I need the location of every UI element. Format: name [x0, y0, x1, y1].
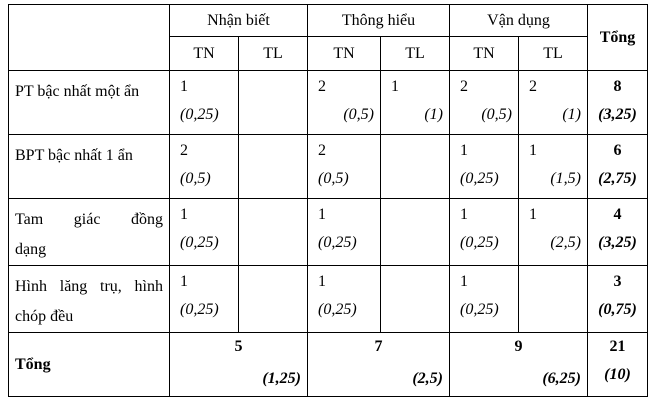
subheader-cell: TL: [381, 37, 450, 71]
cell-score: (1,5): [550, 170, 581, 187]
summary-group-cell: [170, 333, 308, 397]
subheader-cell: TL: [519, 37, 588, 71]
summary-group-cell: [308, 333, 450, 397]
data-cell: [308, 135, 381, 199]
summary-score: (6,25): [542, 370, 581, 387]
row-total-count: 8: [613, 78, 622, 95]
cell-count: 1: [391, 78, 399, 95]
row-total-count: 6: [613, 142, 622, 159]
data-cell: [381, 266, 450, 333]
cell-score: [239, 272, 307, 280]
data-cell: [170, 199, 239, 266]
header-group-nhan-biet: Nhận biết: [170, 5, 308, 37]
data-cell: [381, 135, 450, 199]
row-total-cell: [588, 135, 648, 199]
cell-score: (0,5): [180, 170, 211, 187]
row-total-score: (3,25): [598, 234, 637, 251]
row-total-cell: [588, 71, 648, 135]
summary-group-cell: [450, 333, 588, 397]
row-total-score: (2,75): [598, 170, 637, 187]
data-cell: [519, 199, 588, 266]
table-row: [9, 266, 648, 333]
cell-score: (0,25): [180, 234, 219, 251]
row-total-cell: [588, 266, 648, 333]
row-total-count: 3: [613, 273, 622, 290]
subheader-cell: TN: [450, 37, 519, 71]
cell-score: (0,25): [460, 234, 499, 251]
cell-score: [519, 272, 587, 280]
data-cell: [450, 199, 519, 266]
cell-count: 2: [180, 142, 188, 159]
summary-count: 9: [514, 338, 523, 355]
table-row: [9, 199, 648, 266]
summary-total-cell: [588, 333, 648, 397]
summary-score: (2,5): [412, 370, 443, 387]
data-cell: [308, 266, 381, 333]
cell-count: 1: [180, 206, 188, 223]
row-label-text: PT bậc nhất một ẩn: [15, 83, 140, 100]
data-cell: [381, 199, 450, 266]
row-label-text: Hình lăng trụ, hình: [15, 278, 163, 295]
summary-count: 5: [234, 338, 243, 355]
cell-score: [239, 77, 307, 85]
header-total: Tổng: [588, 5, 648, 71]
assessment-matrix-table: [8, 4, 648, 397]
matrix-wrapper: [8, 4, 648, 397]
cell-score: (0,5): [318, 170, 349, 187]
cell-score: (0,25): [460, 301, 499, 318]
cell-count: 1: [318, 206, 326, 223]
cell-score: (1): [424, 106, 443, 123]
data-cell: [450, 71, 519, 135]
cell-count: 1: [529, 142, 537, 159]
table-row: [9, 135, 648, 199]
cell-score: [381, 141, 449, 149]
summary-score: (1,25): [262, 370, 301, 387]
row-total-score: (3,25): [598, 106, 637, 123]
cell-score: [381, 272, 449, 280]
cell-count: 1: [180, 78, 188, 95]
cell-score: (0,25): [318, 301, 357, 318]
data-cell: [519, 135, 588, 199]
data-cell: [239, 71, 308, 135]
subheader-cell: TL: [239, 37, 308, 71]
data-cell: [170, 266, 239, 333]
cell-score: [239, 141, 307, 149]
cell-score: [381, 205, 449, 213]
cell-count: 2: [318, 142, 326, 159]
header-group-thong-hieu: Thông hiểu: [308, 5, 450, 37]
table-row: [9, 71, 648, 135]
subheader-cell: TN: [308, 37, 381, 71]
cell-count: 1: [180, 273, 188, 290]
row-total-score: (0,75): [598, 301, 637, 318]
cell-score: (0,25): [318, 234, 357, 251]
data-cell: [239, 266, 308, 333]
cell-count: 1: [318, 273, 326, 290]
data-cell: [170, 71, 239, 135]
row-label: [9, 135, 170, 199]
data-cell: [308, 199, 381, 266]
cell-count: 2: [460, 78, 468, 95]
cell-score: [239, 205, 307, 213]
cell-score: (0,5): [343, 106, 374, 123]
data-cell: [450, 266, 519, 333]
cell-score: (0,5): [481, 106, 512, 123]
header-corner-cell: [9, 5, 170, 71]
cell-count: 1: [460, 142, 468, 159]
cell-count: 1: [529, 206, 537, 223]
data-cell: [239, 199, 308, 266]
subheader-cell: TN: [170, 37, 239, 71]
data-cell: [519, 266, 588, 333]
row-total-count: 4: [613, 206, 622, 223]
cell-score: (0,25): [180, 301, 219, 318]
data-cell: [381, 71, 450, 135]
row-label: [9, 71, 170, 135]
cell-score: (0,25): [460, 170, 499, 187]
summary-row: [9, 333, 648, 397]
cell-count: 1: [460, 273, 468, 290]
summary-count: 7: [374, 338, 383, 355]
summary-total-count: 21: [609, 338, 626, 355]
row-label-text: Tam giác đồng: [15, 211, 163, 228]
cell-score: (1): [562, 106, 581, 123]
summary-total-score: (10): [604, 366, 631, 383]
data-cell: [450, 135, 519, 199]
summary-label: Tổng: [9, 333, 170, 397]
row-label-text: BPT bậc nhất 1 ẩn: [15, 147, 133, 164]
cell-count: 2: [529, 78, 537, 95]
cell-score: (2,5): [550, 234, 581, 251]
header-group-van-dung: Vận dụng: [450, 5, 588, 37]
data-cell: [239, 135, 308, 199]
cell-score: (0,25): [180, 106, 219, 123]
data-cell: [308, 71, 381, 135]
row-label: [9, 199, 170, 266]
row-label-text-line2: dạng: [15, 241, 47, 258]
cell-count: 2: [318, 78, 326, 95]
row-label: [9, 266, 170, 333]
row-total-cell: [588, 199, 648, 266]
cell-count: 1: [460, 206, 468, 223]
row-label-text-line2: chóp đều: [15, 308, 74, 325]
data-cell: [170, 135, 239, 199]
data-cell: [519, 71, 588, 135]
